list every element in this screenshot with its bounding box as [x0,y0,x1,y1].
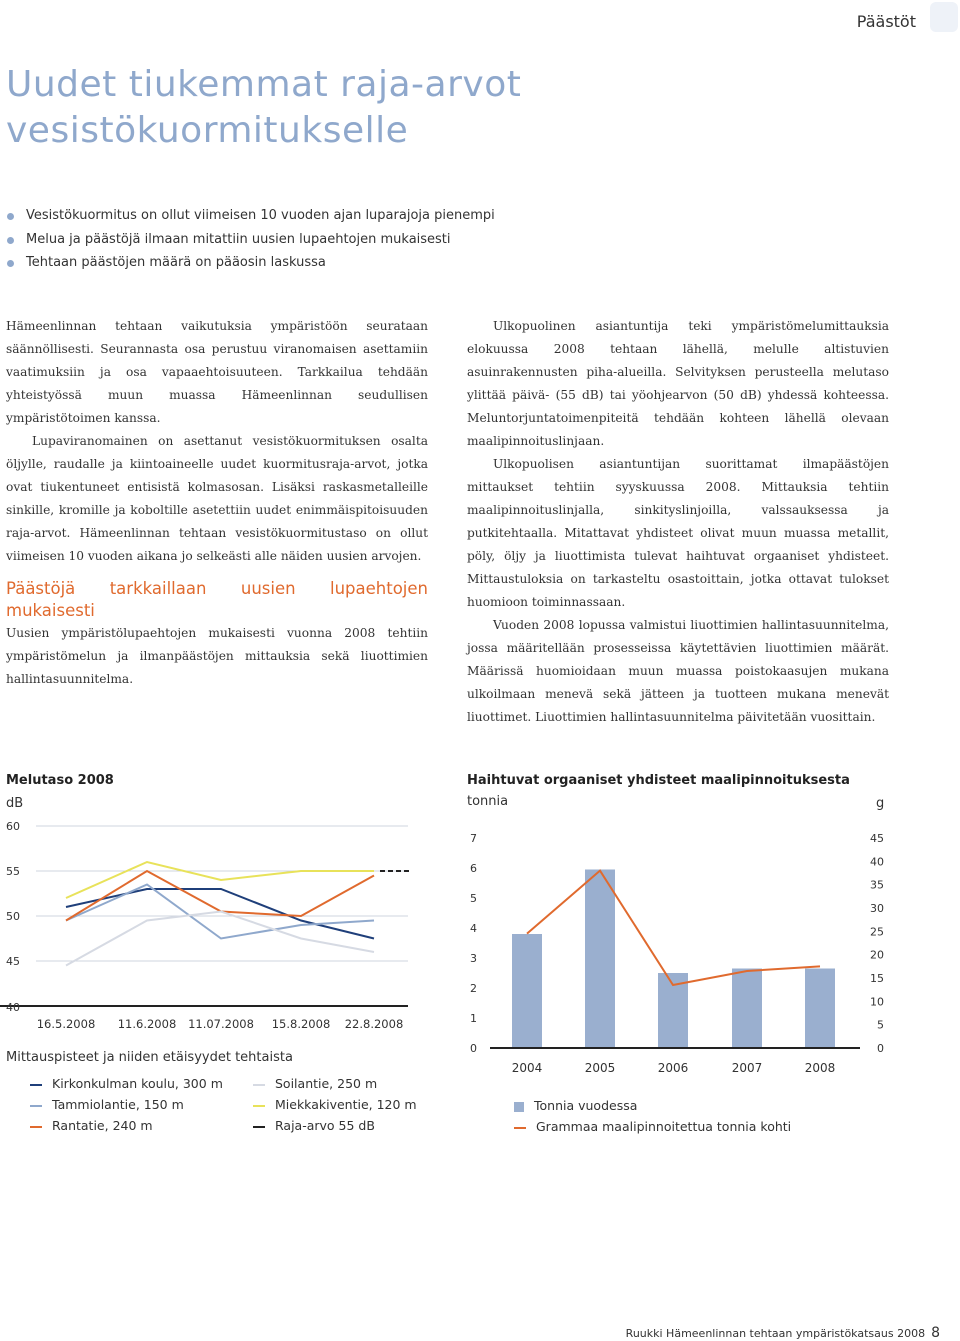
legend-swatch [514,1127,526,1129]
y2-tick-label: 25 [870,925,884,939]
paragraph: Vuoden 2008 lopussa valmistui liuottimien hallintasuunnitelma, jossa määritellään prosesseissa käytettävien liuottimien määrät. Määrissä huomioidaan muun muassa poistokaasujen mukana ulkoilmaan menevä sekä jätteen ja tuotteen mukana menevät liuottimet. Liuottimien hallintasuunnitelma päivitetään vuosittain. [467,618,889,724]
y-tick-label: 40 [6,1001,20,1014]
legend-swatch [30,1105,42,1107]
highlight-item: Tehtaan päästöjen määrä on pääosin laskussa [6,253,495,277]
y2-tick-label: 30 [870,902,884,915]
legend-label: Miekkakiventie, 120 m [275,1097,417,1112]
paragraph: Ulkopuolinen asiantuntija teki ympäristömelumittauksia elokuussa 2008 tehtaan lähellä, melulle altistuvien asuinrakennusten piha-alueilla. Selvityksen perusteella melutaso ylittää päivä- (55 dB) tai yöohjearvon (50 dB) yhdessä kohteessa. Meluntorjuntatoimenpiteitä tehdään kohteen lähellä olevaan maalipinnoituslinjaan. [467,319,889,448]
legend-label: Tonnia vuodessa [534,1098,638,1113]
highlight-item: Melua ja päästöjä ilmaan mitattiin uusien lupaehtojen mukaisesti [6,230,495,254]
x-tick-label: 11.6.2008 [117,1017,177,1031]
y-tick-label: 60 [6,820,20,833]
legend-item-rantatie [30,1118,153,1133]
voc-chart-ylabel: tonnia [467,794,509,809]
voc-chart-y2label: g [876,796,885,811]
x-tick-label: 2007 [731,1061,763,1075]
legend-label: Soilantie, 250 m [275,1076,378,1091]
noise-chart-title: Melutaso 2008 [6,773,114,788]
y-tick-label: 2 [470,982,477,995]
y-tick-label: 4 [470,922,477,935]
y2-tick-label: 0 [877,1042,884,1055]
page-title: Uudet tiukemmat raja-arvot vesistökuormitukselle [6,64,522,151]
x-tick-label: 16.5.2008 [36,1017,96,1031]
y2-tick-label: 10 [870,995,884,1009]
legend-swatch [30,1084,42,1086]
voc-chart [460,820,900,1100]
series-line [527,871,820,985]
legend-label: Tammiolantie, 150 m [52,1097,184,1112]
voc-chart-title: Haihtuvat orgaaniset yhdisteet maalipinnoituksesta [467,773,850,788]
legend-item-limit [253,1118,375,1133]
y-tick-label: 45 [6,955,20,968]
legend-item-tammiolantie [30,1097,184,1112]
x-tick-label: 2006 [657,1061,689,1075]
paragraph: Hämeenlinnan tehtaan vaikutuksia ympäristöön seurataan säännöllisesti. Seurannasta osa perustuu viranomaisen asettamiin vaatimuksiin ja osa vapaaehtoisuuteen. Tarkkailua tehdään yhteistyössä muun muassa Hämeenlinnan seudullisen ympäristötoimen kanssa. [6,319,428,425]
x-tick-label: 11.07.2008 [188,1017,254,1031]
bar [512,934,542,1048]
bar [585,870,615,1049]
section-tab [930,2,958,32]
legend-item-tonnes [514,1098,637,1113]
x-tick-label: 15.8.2008 [271,1017,331,1031]
y-tick-label: 1 [470,1012,477,1025]
noise-chart [0,810,440,1050]
paragraph: Uusien ympäristölupaehtojen mukaisesti vuonna 2008 tehtiin ympäristömelun ja ilmanpäästöjen mittauksia sekä liuottimien hallintasuunnitelma. [6,626,428,686]
page-number: 8 [931,1325,940,1341]
footer-text: Ruukki Hämeenlinnan tehtaan ympäristökatsaus 2008 [625,1327,926,1340]
legend-item-miekkakiventie [253,1097,417,1112]
legend-label: Rantatie, 240 m [52,1118,153,1133]
y2-tick-label: 35 [870,878,884,892]
y-tick-label: 0 [470,1042,477,1055]
legend-swatch [30,1126,42,1128]
y2-tick-label: 20 [870,948,884,962]
noise-chart-ylabel: dB [6,796,24,811]
y-tick-label: 50 [6,910,20,923]
legend-label: Raja-arvo 55 dB [275,1118,375,1133]
bar [732,969,762,1049]
y-tick-label: 7 [470,832,477,845]
y-tick-label: 3 [470,952,477,965]
right-column [467,315,889,729]
y2-tick-label: 5 [877,1018,884,1032]
x-tick-label: 2004 [511,1061,543,1075]
subheading: Päästöjä tarkkaillaan uusien lupaehtojen mukaisesti [6,579,428,620]
legend-label: Kirkonkulman koulu, 300 m [52,1076,223,1091]
legend-item-grams [514,1119,791,1134]
x-tick-label: 2005 [584,1061,616,1075]
legend-item-kirkonkulma [30,1076,223,1091]
page-footer [626,1325,940,1341]
x-tick-label: 22.8.2008 [344,1017,404,1031]
section-label: Päästöt [856,12,916,31]
legend-swatch [514,1102,524,1112]
bar [805,969,835,1049]
y-tick-label: 6 [470,862,477,875]
legend-item-soilantie [253,1076,377,1091]
y2-tick-label: 40 [870,855,884,869]
highlight-item: Vesistökuormitus on ollut viimeisen 10 vuoden ajan luparajoja pienempi [6,206,495,230]
paragraph: Lupaviranomainen on asettanut vesistökuormituksen osalta öljylle, raudalle ja kiintoaineelle uudet kuormitusraja-arvot, jotka ovat tiukentuneet entisistä kolmasosan. Lisäksi raskasmetalleille sinkille, kromille ja koboltille asetettiin uudet enimmäispitoisuuden raja-arvot. Hämeenlinnan tehtaan vesistökuormitustaso on ollut viimeisen 10 vuoden aikana jo selkeästi alle näiden uusien arvojen. [6,434,428,563]
y-tick-label: 5 [470,892,477,905]
y2-tick-label: 15 [870,972,884,985]
noise-legend-title: Mittauspisteet ja niiden etäisyydet tehtaista [6,1050,293,1065]
legend-label: Grammaa maalipinnoitettua tonnia kohti [536,1119,792,1134]
y-tick-label: 55 [6,865,20,878]
left-column [6,315,428,691]
y2-tick-label: 45 [870,832,884,845]
paragraph: Ulkopuolisen asiantuntijan suorittamat ilmapäästöjen mittaukset tehtiin syyskuussa 2008. Mittauksia tehtiin maalipinnoituslinjalla, sinkityslinjoilla, valssauksessa ja putkitehtaalla. Mitattavat yhdisteet olivat muun muassa metallit, pöly, öljy ja liuottimista tulevat haihtuvat orgaaniset yhdisteet. Mittaustuloksia on tarkasteltu osastoittain, jotka ottavat tulokset huomioon toiminnassaan. [467,457,889,609]
legend-swatch [253,1084,265,1086]
series-line [66,889,374,939]
highlights-list [6,206,495,277]
legend-swatch [253,1126,265,1128]
legend-swatch [253,1105,265,1107]
x-tick-label: 2008 [804,1061,836,1075]
